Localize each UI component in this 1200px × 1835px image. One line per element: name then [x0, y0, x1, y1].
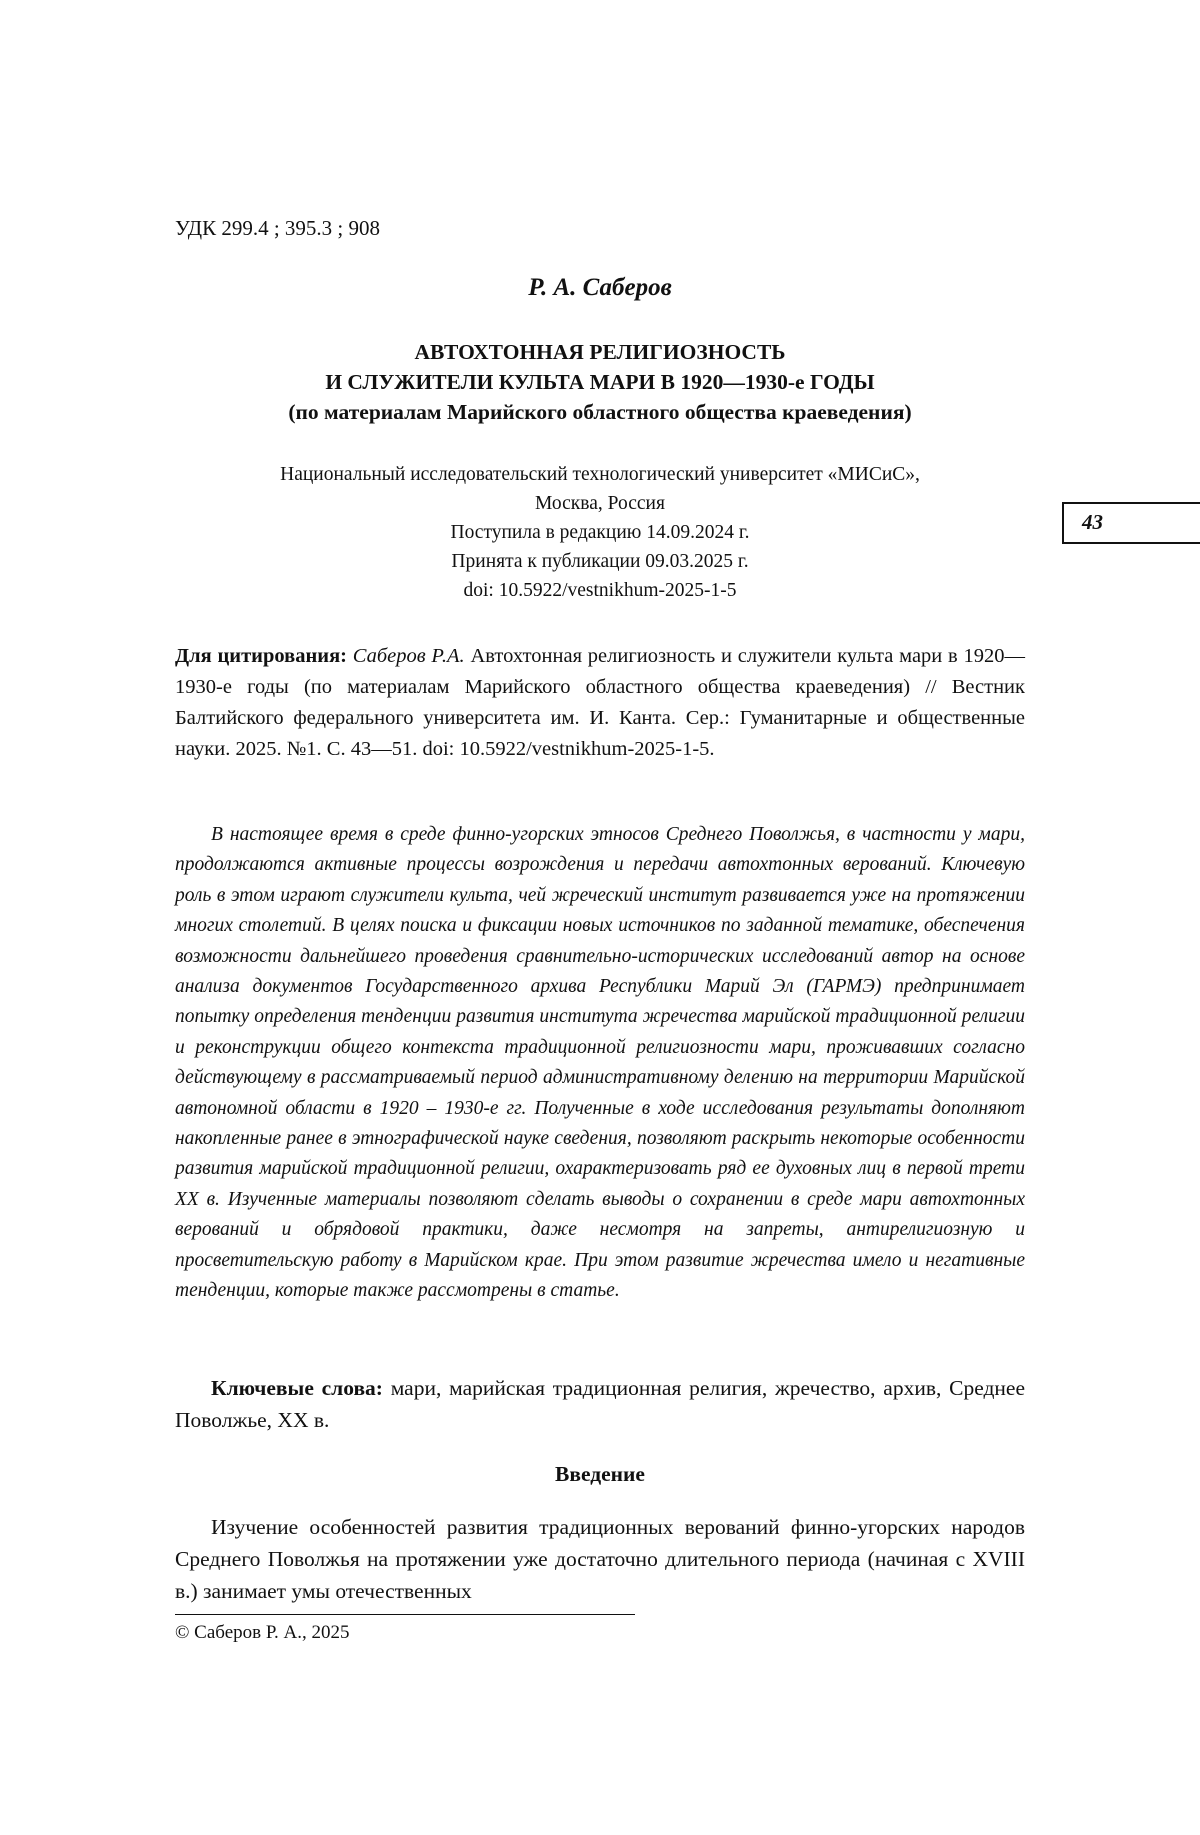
title-line-1: АВТОХТОННАЯ РЕЛИГИОЗНОСТЬ [414, 340, 786, 364]
citation-text: Автохтонная религиозность и служители культа мари в 1920—1930-е годы (по материалам Марийского областного общества краеведения) // Вестник Балтийского федерального университета им. И. Канта. Сер.: Гуманитарные и общественные науки. 2025. №1. С. 43—51. doi: 10.5922/vestnikhum-2025-1-5. [175, 645, 1026, 760]
page-number-tab: 43 [1062, 502, 1200, 544]
affiliation-block [175, 460, 1025, 605]
doi: doi: 10.5922/vestnikhum-2025-1-5 [463, 580, 737, 601]
citation-label: Для цитирования: [175, 645, 347, 667]
affiliation-city: Москва, Россия [535, 493, 665, 514]
section-heading: Введение [555, 1462, 645, 1486]
accepted-date: Принята к публикации 09.03.2025 г. [451, 551, 749, 572]
abstract: В настоящее время в среде финно-угорских этносов Среднего Поволжья, в частности у мари, продолжаются активные процессы возрождения и передачи автохтонных верований. Ключевую роль в этом играют служители культа, чей жреческий институт развивается уже на протяжении многих столетий. В целях поиска и фиксации новых источников по заданной тематике, обеспечения возможности дальнейшего проведения сравнительно-исторических исследований автор на основе анализа документов Государственного архива Республики Марий Эл (ГАРМЭ) предпринимает попытку определения тенденции развития института жречества марийской традиционной религии и реконструкции общего контекста традиционной религиозности мари, проживавших согласно действующему в рассматриваемый период административному делению на территории Марийской автономной области в 1920 – 1930-е гг. Полученные в ходе исследования результаты дополняют накопленные ранее в этнографической науке сведения, позволяют раскрыть некоторые особенности развития марийской традиционной религии, охарактеризовать ряд ее духовных лиц в первой трети XX в. Изученные материалы позволяют сделать выводы о сохранении в среде мари автохтонных верований и обрядовой практики, даже несмотря на запреты, антирелигиозную и просветительскую работу в Марийском крае. При этом развитие жречества имело и негативные тенденции, которые также рассмотрены в статье. [175, 824, 1025, 1302]
copyright: © Саберов Р. А., 2025 [175, 1622, 350, 1643]
udk-code: УДК 299.4 ; 395.3 ; 908 [175, 216, 380, 240]
received-date: Поступила в редакцию 14.09.2024 г. [450, 522, 750, 543]
author-name: Р. А. Саберов [528, 274, 672, 301]
citation-block [175, 641, 1025, 765]
citation-author: Саберов Р.А. [352, 645, 465, 667]
keywords-label: Ключевые слова: [211, 1376, 383, 1400]
intro-paragraph: Изучение особенностей развития традиционных верований финно-угорских народов Среднего Поволжья на протяжении уже достаточно длительного периода (начиная с XVIII в.) занимает умы отечественных [175, 1515, 1025, 1603]
keywords-text: мари, марийская традиционная религия, жречество, архив, Среднее Поволжье, XX в. [175, 1376, 1025, 1432]
affiliation-org: Национальный исследовательский технологический университет «МИСиС», [280, 464, 920, 485]
article-title [175, 337, 1025, 427]
title-line-3: (по материалам Марийского областного общества краеведения) [288, 400, 912, 424]
footnote-divider [175, 1614, 635, 1615]
title-line-2: И СЛУЖИТЕЛИ КУЛЬТА МАРИ В 1920—1930-е ГОДЫ [325, 370, 875, 394]
keywords-block [175, 1372, 1025, 1436]
